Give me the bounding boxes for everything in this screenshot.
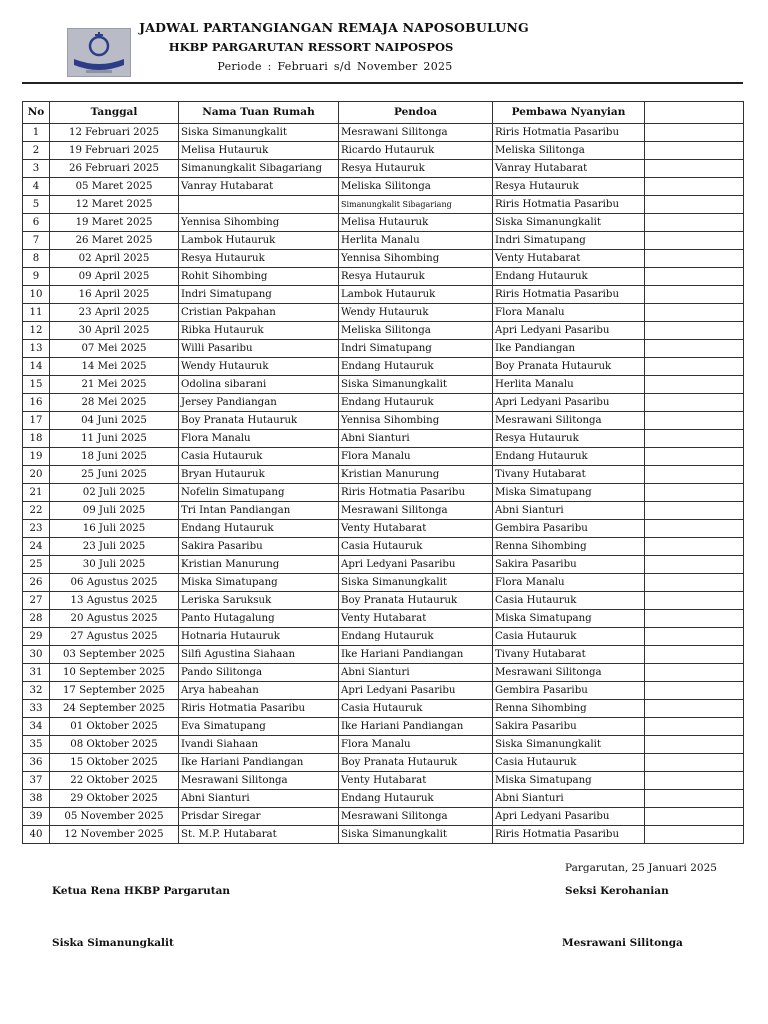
table-row	[23, 574, 744, 592]
row-prayer-cell: Ike Hariani Pandiangan	[339, 718, 493, 736]
row-date-cell: 28 Mei 2025	[50, 394, 179, 412]
row-host-cell: Sakira Pasaribu	[179, 538, 339, 556]
row-song-leader-cell: Renna Sihombing	[493, 700, 645, 718]
table-row	[23, 304, 744, 322]
row-song-leader-cell: Siska Simanungkalit	[493, 214, 645, 232]
row-blank-cell	[645, 160, 744, 178]
row-number-cell: 26	[23, 574, 50, 592]
row-prayer-cell: Endang Hutauruk	[339, 790, 493, 808]
row-date-cell: 04 Juni 2025	[50, 412, 179, 430]
table-row	[23, 808, 744, 826]
row-number-cell: 27	[23, 592, 50, 610]
row-prayer-cell: Yennisa Sihombing	[339, 412, 493, 430]
row-host-cell: Odolina sibarani	[179, 376, 339, 394]
row-date-cell: 05 November 2025	[50, 808, 179, 826]
row-date-cell: 19 Maret 2025	[50, 214, 179, 232]
table-row	[23, 772, 744, 790]
row-prayer-cell: Mesrawani Silitonga	[339, 124, 493, 142]
row-date-cell: 12 Maret 2025	[50, 196, 179, 214]
row-host-cell: Prisdar Siregar	[179, 808, 339, 826]
row-song-leader-cell: Casia Hutauruk	[493, 754, 645, 772]
left-signatory-role: Ketua Rena HKBP Pargarutan	[52, 885, 231, 897]
row-number-cell: 16	[23, 394, 50, 412]
row-prayer-cell: Apri Ledyani Pasaribu	[339, 556, 493, 574]
row-prayer-cell: Simanungkalit Sibagariang	[339, 196, 493, 214]
row-blank-cell	[645, 142, 744, 160]
table-row	[23, 430, 744, 448]
row-blank-cell	[645, 232, 744, 250]
row-song-leader-cell: Herlita Manalu	[493, 376, 645, 394]
row-date-cell: 30 April 2025	[50, 322, 179, 340]
row-blank-cell	[645, 772, 744, 790]
row-song-leader-cell: Riris Hotmatia Pasaribu	[493, 286, 645, 304]
row-prayer-cell: Mesrawani Silitonga	[339, 808, 493, 826]
row-number-cell: 4	[23, 178, 50, 196]
row-date-cell: 24 September 2025	[50, 700, 179, 718]
row-host-cell: Jersey Pandiangan	[179, 394, 339, 412]
row-number-cell: 17	[23, 412, 50, 430]
row-host-cell: Endang Hutauruk	[179, 520, 339, 538]
row-song-leader-cell: Siska Simanungkalit	[493, 736, 645, 754]
row-number-cell: 23	[23, 520, 50, 538]
row-host-cell: Indri Simatupang	[179, 286, 339, 304]
row-date-cell: 30 Juli 2025	[50, 556, 179, 574]
row-number-cell: 21	[23, 484, 50, 502]
table-row	[23, 592, 744, 610]
table-row	[23, 718, 744, 736]
row-date-cell: 19 Februari 2025	[50, 142, 179, 160]
row-song-leader-cell: Miska Simatupang	[493, 484, 645, 502]
row-prayer-cell: Abni Sianturi	[339, 664, 493, 682]
row-date-cell: 23 April 2025	[50, 304, 179, 322]
row-prayer-cell: Venty Hutabarat	[339, 520, 493, 538]
column-header-song-leader: Pembawa Nyanyian	[493, 102, 645, 124]
row-host-cell: Rohit Sihombing	[179, 268, 339, 286]
row-prayer-cell: Siska Simanungkalit	[339, 826, 493, 844]
table-row	[23, 322, 744, 340]
row-number-cell: 5	[23, 196, 50, 214]
row-number-cell: 9	[23, 268, 50, 286]
table-row	[23, 628, 744, 646]
table-row	[23, 466, 744, 484]
row-song-leader-cell: Miska Simatupang	[493, 610, 645, 628]
row-prayer-cell: Resya Hutauruk	[339, 268, 493, 286]
row-host-cell: Yennisa Sihombing	[179, 214, 339, 232]
row-prayer-cell: Flora Manalu	[339, 736, 493, 754]
row-blank-cell	[645, 178, 744, 196]
row-number-cell: 34	[23, 718, 50, 736]
right-signatory-name: Mesrawani Silitonga	[562, 937, 683, 949]
row-song-leader-cell: Ike Pandiangan	[493, 340, 645, 358]
column-header-blank	[645, 102, 744, 124]
row-host-cell: Casia Hutauruk	[179, 448, 339, 466]
row-song-leader-cell: Renna Sihombing	[493, 538, 645, 556]
row-prayer-cell: Venty Hutabarat	[339, 772, 493, 790]
header-divider	[22, 82, 743, 84]
row-song-leader-cell: Mesrawani Silitonga	[493, 412, 645, 430]
row-blank-cell	[645, 628, 744, 646]
row-blank-cell	[645, 286, 744, 304]
row-number-cell: 20	[23, 466, 50, 484]
row-date-cell: 14 Mei 2025	[50, 358, 179, 376]
table-row	[23, 214, 744, 232]
row-blank-cell	[645, 790, 744, 808]
row-date-cell: 12 Februari 2025	[50, 124, 179, 142]
row-host-cell: Boy Pranata Hutauruk	[179, 412, 339, 430]
row-date-cell: 08 Oktober 2025	[50, 736, 179, 754]
row-date-cell: 18 Juni 2025	[50, 448, 179, 466]
row-song-leader-cell: Gembira Pasaribu	[493, 682, 645, 700]
row-blank-cell	[645, 304, 744, 322]
row-blank-cell	[645, 736, 744, 754]
row-number-cell: 19	[23, 448, 50, 466]
row-prayer-cell: Casia Hutauruk	[339, 538, 493, 556]
document-period: Periode : Februari s/d November 2025	[217, 60, 453, 73]
row-date-cell: 27 Agustus 2025	[50, 628, 179, 646]
row-song-leader-cell: Riris Hotmatia Pasaribu	[493, 124, 645, 142]
row-blank-cell	[645, 700, 744, 718]
row-date-cell: 26 Februari 2025	[50, 160, 179, 178]
table-row	[23, 682, 744, 700]
column-header-no: No	[23, 102, 50, 124]
row-prayer-cell: Endang Hutauruk	[339, 358, 493, 376]
row-blank-cell	[645, 268, 744, 286]
document-title: JADWAL PARTANGIANGAN REMAJA NAPOSOBULUNG	[139, 20, 529, 35]
schedule-table	[22, 101, 744, 844]
table-row	[23, 376, 744, 394]
row-blank-cell	[645, 124, 744, 142]
row-blank-cell	[645, 430, 744, 448]
row-host-cell: Eva Simatupang	[179, 718, 339, 736]
row-song-leader-cell: Tivany Hutabarat	[493, 466, 645, 484]
row-song-leader-cell: Boy Pranata Hutauruk	[493, 358, 645, 376]
row-number-cell: 32	[23, 682, 50, 700]
row-host-cell: Wendy Hutauruk	[179, 358, 339, 376]
row-blank-cell	[645, 556, 744, 574]
row-number-cell: 8	[23, 250, 50, 268]
row-host-cell: Vanray Hutabarat	[179, 178, 339, 196]
row-song-leader-cell: Casia Hutauruk	[493, 592, 645, 610]
table-row	[23, 790, 744, 808]
row-host-cell: Panto Hutagalung	[179, 610, 339, 628]
table-row	[23, 826, 744, 844]
row-blank-cell	[645, 538, 744, 556]
row-date-cell: 26 Maret 2025	[50, 232, 179, 250]
row-song-leader-cell: Flora Manalu	[493, 304, 645, 322]
row-prayer-cell: Ike Hariani Pandiangan	[339, 646, 493, 664]
row-host-cell: Simanungkalit Sibagariang	[179, 160, 339, 178]
table-row	[23, 124, 744, 142]
row-host-cell: Ribka Hutauruk	[179, 322, 339, 340]
row-host-cell: Riris Hotmatia Pasaribu	[179, 700, 339, 718]
row-date-cell: 02 April 2025	[50, 250, 179, 268]
table-row	[23, 196, 744, 214]
row-prayer-cell: Casia Hutauruk	[339, 700, 493, 718]
row-number-cell: 12	[23, 322, 50, 340]
row-song-leader-cell: Sakira Pasaribu	[493, 718, 645, 736]
row-song-leader-cell: Gembira Pasaribu	[493, 520, 645, 538]
row-date-cell: 21 Mei 2025	[50, 376, 179, 394]
table-row	[23, 358, 744, 376]
row-host-cell: Bryan Hutauruk	[179, 466, 339, 484]
row-prayer-cell: Mesrawani Silitonga	[339, 502, 493, 520]
table-row	[23, 232, 744, 250]
row-date-cell: 13 Agustus 2025	[50, 592, 179, 610]
row-blank-cell	[645, 574, 744, 592]
row-host-cell: Arya habeahan	[179, 682, 339, 700]
row-blank-cell	[645, 412, 744, 430]
row-blank-cell	[645, 682, 744, 700]
table-row	[23, 160, 744, 178]
row-number-cell: 3	[23, 160, 50, 178]
row-blank-cell	[645, 394, 744, 412]
row-blank-cell	[645, 448, 744, 466]
table-row	[23, 448, 744, 466]
row-number-cell: 29	[23, 628, 50, 646]
row-number-cell: 38	[23, 790, 50, 808]
table-row	[23, 610, 744, 628]
row-prayer-cell: Boy Pranata Hutauruk	[339, 754, 493, 772]
row-prayer-cell: Endang Hutauruk	[339, 394, 493, 412]
row-number-cell: 31	[23, 664, 50, 682]
table-row	[23, 142, 744, 160]
table-row	[23, 646, 744, 664]
row-prayer-cell: Wendy Hutauruk	[339, 304, 493, 322]
row-prayer-cell: Herlita Manalu	[339, 232, 493, 250]
table-row	[23, 700, 744, 718]
row-song-leader-cell: Riris Hotmatia Pasaribu	[493, 826, 645, 844]
row-blank-cell	[645, 196, 744, 214]
row-blank-cell	[645, 322, 744, 340]
row-date-cell: 15 Oktober 2025	[50, 754, 179, 772]
row-prayer-cell: Yennisa Sihombing	[339, 250, 493, 268]
row-blank-cell	[645, 592, 744, 610]
table-header-row	[23, 102, 744, 124]
row-number-cell: 10	[23, 286, 50, 304]
row-prayer-cell: Meliska Silitonga	[339, 322, 493, 340]
row-song-leader-cell: Miska Simatupang	[493, 772, 645, 790]
row-blank-cell	[645, 358, 744, 376]
row-blank-cell	[645, 502, 744, 520]
row-prayer-cell: Endang Hutauruk	[339, 628, 493, 646]
row-blank-cell	[645, 214, 744, 232]
row-song-leader-cell: Vanray Hutabarat	[493, 160, 645, 178]
table-row	[23, 412, 744, 430]
row-number-cell: 15	[23, 376, 50, 394]
row-host-cell: Cristian Pakpahan	[179, 304, 339, 322]
row-number-cell: 39	[23, 808, 50, 826]
row-blank-cell	[645, 826, 744, 844]
left-signatory-name: Siska Simanungkalit	[52, 937, 174, 949]
row-host-cell: Lambok Hutauruk	[179, 232, 339, 250]
row-prayer-cell: Venty Hutabarat	[339, 610, 493, 628]
row-host-cell: Ivandi Siahaan	[179, 736, 339, 754]
row-host-cell: Ike Hariani Pandiangan	[179, 754, 339, 772]
row-date-cell: 29 Oktober 2025	[50, 790, 179, 808]
row-blank-cell	[645, 340, 744, 358]
row-prayer-cell: Kristian Manurung	[339, 466, 493, 484]
row-host-cell: St. M.P. Hutabarat	[179, 826, 339, 844]
row-date-cell: 01 Oktober 2025	[50, 718, 179, 736]
row-number-cell: 37	[23, 772, 50, 790]
table-row	[23, 754, 744, 772]
table-row	[23, 340, 744, 358]
row-host-cell: Pando Silitonga	[179, 664, 339, 682]
row-blank-cell	[645, 808, 744, 826]
table-row	[23, 250, 744, 268]
row-date-cell: 12 November 2025	[50, 826, 179, 844]
row-song-leader-cell: Venty Hutabarat	[493, 250, 645, 268]
row-date-cell: 16 April 2025	[50, 286, 179, 304]
table-row	[23, 556, 744, 574]
row-blank-cell	[645, 646, 744, 664]
row-song-leader-cell: Apri Ledyani Pasaribu	[493, 808, 645, 826]
row-host-cell: Flora Manalu	[179, 430, 339, 448]
table-row	[23, 286, 744, 304]
signature-place-date: Pargarutan, 25 Januari 2025	[565, 862, 717, 874]
row-host-cell: Tri Intan Pandiangan	[179, 502, 339, 520]
row-host-cell: Miska Simatupang	[179, 574, 339, 592]
row-host-cell: Siska Simanungkalit	[179, 124, 339, 142]
row-date-cell: 09 April 2025	[50, 268, 179, 286]
row-prayer-cell: Meliska Silitonga	[339, 178, 493, 196]
table-row	[23, 538, 744, 556]
row-song-leader-cell: Abni Sianturi	[493, 502, 645, 520]
row-blank-cell	[645, 664, 744, 682]
row-date-cell: 17 September 2025	[50, 682, 179, 700]
row-prayer-cell: Boy Pranata Hutauruk	[339, 592, 493, 610]
row-prayer-cell: Siska Simanungkalit	[339, 376, 493, 394]
table-row	[23, 178, 744, 196]
row-number-cell: 1	[23, 124, 50, 142]
column-header-date: Tanggal	[50, 102, 179, 124]
row-song-leader-cell: Endang Hutauruk	[493, 268, 645, 286]
row-date-cell: 09 Juli 2025	[50, 502, 179, 520]
row-date-cell: 16 Juli 2025	[50, 520, 179, 538]
row-number-cell: 28	[23, 610, 50, 628]
row-number-cell: 11	[23, 304, 50, 322]
row-host-cell: Leriska Saruksuk	[179, 592, 339, 610]
row-number-cell: 40	[23, 826, 50, 844]
row-date-cell: 02 Juli 2025	[50, 484, 179, 502]
row-host-cell	[179, 196, 339, 214]
row-number-cell: 14	[23, 358, 50, 376]
row-host-cell: Abni Sianturi	[179, 790, 339, 808]
row-prayer-cell: Resya Hutauruk	[339, 160, 493, 178]
column-header-host: Nama Tuan Rumah	[179, 102, 339, 124]
row-song-leader-cell: Resya Hutauruk	[493, 178, 645, 196]
table-row	[23, 664, 744, 682]
row-prayer-cell: Riris Hotmatia Pasaribu	[339, 484, 493, 502]
row-song-leader-cell: Casia Hutauruk	[493, 628, 645, 646]
row-song-leader-cell: Flora Manalu	[493, 574, 645, 592]
row-date-cell: 22 Oktober 2025	[50, 772, 179, 790]
row-prayer-cell: Lambok Hutauruk	[339, 286, 493, 304]
row-prayer-cell: Flora Manalu	[339, 448, 493, 466]
row-date-cell: 03 September 2025	[50, 646, 179, 664]
row-prayer-cell: Abni Sianturi	[339, 430, 493, 448]
row-blank-cell	[645, 466, 744, 484]
row-number-cell: 18	[23, 430, 50, 448]
row-date-cell: 06 Agustus 2025	[50, 574, 179, 592]
row-prayer-cell: Ricardo Hutauruk	[339, 142, 493, 160]
row-host-cell: Hotnaria Hutauruk	[179, 628, 339, 646]
row-host-cell: Resya Hutauruk	[179, 250, 339, 268]
row-number-cell: 24	[23, 538, 50, 556]
row-number-cell: 13	[23, 340, 50, 358]
row-date-cell: 10 September 2025	[50, 664, 179, 682]
row-date-cell: 11 Juni 2025	[50, 430, 179, 448]
row-prayer-cell: Apri Ledyani Pasaribu	[339, 682, 493, 700]
row-song-leader-cell: Tivany Hutabarat	[493, 646, 645, 664]
table-row	[23, 268, 744, 286]
row-song-leader-cell: Endang Hutauruk	[493, 448, 645, 466]
row-song-leader-cell: Indri Simatupang	[493, 232, 645, 250]
row-blank-cell	[645, 520, 744, 538]
row-song-leader-cell: Meliska Silitonga	[493, 142, 645, 160]
row-date-cell: 25 Juni 2025	[50, 466, 179, 484]
row-number-cell: 25	[23, 556, 50, 574]
row-prayer-cell: Melisa Hutauruk	[339, 214, 493, 232]
document-subtitle: HKBP PARGARUTAN RESSORT NAIPOSPOS	[168, 40, 454, 54]
row-blank-cell	[645, 250, 744, 268]
row-date-cell: 20 Agustus 2025	[50, 610, 179, 628]
row-song-leader-cell: Abni Sianturi	[493, 790, 645, 808]
row-song-leader-cell: Resya Hutauruk	[493, 430, 645, 448]
row-song-leader-cell: Sakira Pasaribu	[493, 556, 645, 574]
row-date-cell: 05 Maret 2025	[50, 178, 179, 196]
row-number-cell: 33	[23, 700, 50, 718]
row-song-leader-cell: Mesrawani Silitonga	[493, 664, 645, 682]
table-row	[23, 484, 744, 502]
table-row	[23, 736, 744, 754]
row-host-cell: Silfi Agustina Siahaan	[179, 646, 339, 664]
row-host-cell: Nofelin Simatupang	[179, 484, 339, 502]
row-song-leader-cell: Riris Hotmatia Pasaribu	[493, 196, 645, 214]
row-prayer-cell: Indri Simatupang	[339, 340, 493, 358]
row-number-cell: 35	[23, 736, 50, 754]
row-date-cell: 07 Mei 2025	[50, 340, 179, 358]
row-number-cell: 22	[23, 502, 50, 520]
table-row	[23, 394, 744, 412]
row-host-cell: Kristian Manurung	[179, 556, 339, 574]
row-number-cell: 36	[23, 754, 50, 772]
row-blank-cell	[645, 754, 744, 772]
right-signatory-role: Seksi Kerohanian	[565, 885, 669, 897]
row-blank-cell	[645, 610, 744, 628]
table-row	[23, 520, 744, 538]
row-host-cell: Mesrawani Silitonga	[179, 772, 339, 790]
table-row	[23, 502, 744, 520]
row-number-cell: 2	[23, 142, 50, 160]
row-date-cell: 23 Juli 2025	[50, 538, 179, 556]
row-number-cell: 7	[23, 232, 50, 250]
row-blank-cell	[645, 376, 744, 394]
row-number-cell: 6	[23, 214, 50, 232]
row-number-cell: 30	[23, 646, 50, 664]
column-header-prayer: Pendoa	[339, 102, 493, 124]
row-prayer-cell: Siska Simanungkalit	[339, 574, 493, 592]
row-song-leader-cell: Apri Ledyani Pasaribu	[493, 394, 645, 412]
row-song-leader-cell: Apri Ledyani Pasaribu	[493, 322, 645, 340]
row-host-cell: Willi Pasaribu	[179, 340, 339, 358]
row-blank-cell	[645, 484, 744, 502]
row-host-cell: Melisa Hutauruk	[179, 142, 339, 160]
row-blank-cell	[645, 718, 744, 736]
